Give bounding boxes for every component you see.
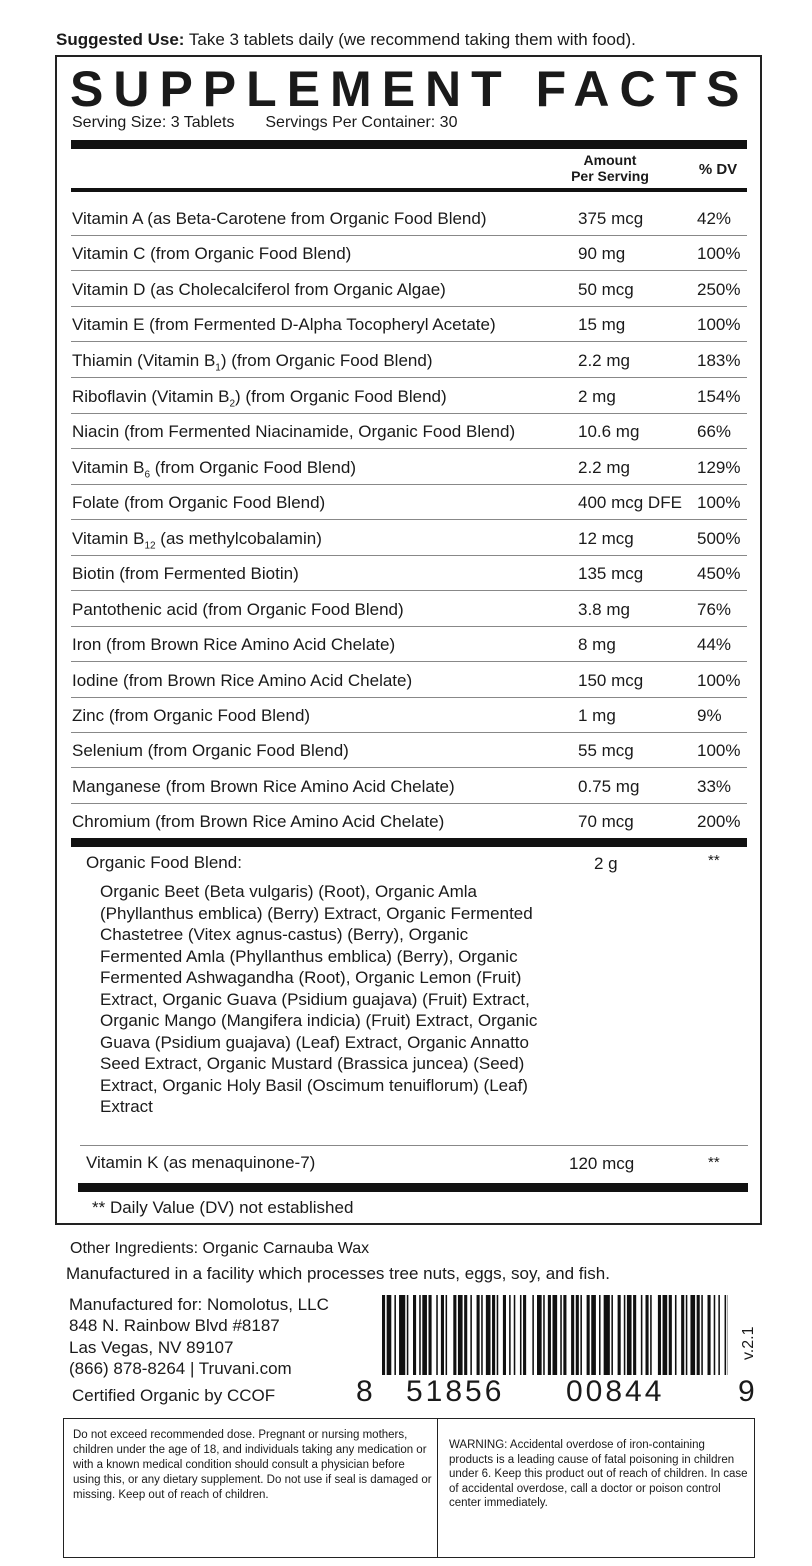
nutrient-amount: 0.75 mg xyxy=(578,777,640,796)
nutrient-dv: 100% xyxy=(697,671,741,690)
nutrient-name xyxy=(72,387,447,409)
barcode-bar xyxy=(599,1295,601,1375)
barcode-bar xyxy=(470,1295,472,1375)
nutrient-name: Vitamin A (as Beta-Carotene from Organic Food Blend) xyxy=(72,209,487,228)
barcode-bar xyxy=(571,1295,574,1375)
vitamin-k-name: Vitamin K (as menaquinone-7) xyxy=(86,1153,316,1172)
nutrient-name: Iron (from Brown Rice Amino Acid Chelate) xyxy=(72,635,396,654)
nutrient-row xyxy=(71,592,747,627)
barcode-bar xyxy=(492,1295,495,1375)
nutrient-name: Zinc (from Organic Food Blend) xyxy=(72,706,311,725)
barcode-bar xyxy=(560,1295,562,1375)
nutrient-dv: 100% xyxy=(697,741,741,760)
version-label: v.2.1 xyxy=(740,1326,757,1360)
dv-footnote: ** Daily Value (DV) not established xyxy=(92,1198,354,1217)
nutrient-dv: 9% xyxy=(697,706,722,725)
facility-note: Manufactured in a facility which processes tree nuts, eggs, soy, and fish. xyxy=(66,1264,610,1283)
nutrient-row xyxy=(71,769,747,804)
serving-info xyxy=(72,114,457,132)
nutrient-amount: 400 mcg DFE xyxy=(578,493,682,512)
barcode-bar xyxy=(646,1295,649,1375)
barcode-bar xyxy=(543,1295,545,1375)
certification: Certified Organic by CCOF xyxy=(72,1386,276,1405)
barcode-bar xyxy=(611,1295,613,1375)
nutrient-row xyxy=(71,201,747,236)
nutrient-name-subscript: 6 xyxy=(144,469,151,481)
nutrient-row xyxy=(71,733,747,768)
nutrient-row xyxy=(71,485,747,520)
nutrient-dv: 66% xyxy=(697,422,732,441)
barcode-bar xyxy=(658,1295,661,1375)
barcode-bar xyxy=(701,1295,703,1375)
nutrient-row xyxy=(71,307,747,342)
nutrient-dv: 450% xyxy=(697,564,741,583)
nutrient-amount: 375 mcg xyxy=(578,209,644,228)
nutrient-amount: 55 mcg xyxy=(578,741,634,760)
nutrient-name-main: Thiamin (Vitamin B xyxy=(72,351,216,370)
iron-warning: WARNING: Accidental overdose of iron-containing products is a leading cause of fatal poisoning in children under 6. Keep this product out of reach of children. In case of accidental overdose, call a doctor or poison control center immediately. xyxy=(449,1439,748,1509)
barcode-bar xyxy=(514,1295,516,1375)
suggested-use-text: Take 3 tablets daily (we recommend taking them with food). xyxy=(188,30,636,49)
nutrient-name: Selenium (from Organic Food Blend) xyxy=(72,741,349,760)
suggested-use xyxy=(56,30,636,50)
nutrient-row xyxy=(71,272,747,307)
barcode-bar xyxy=(714,1295,716,1375)
blend-label: Organic Food Blend: xyxy=(86,853,242,872)
nutrient-dv: 76% xyxy=(697,600,732,619)
other-ingredients: Other Ingredients: Organic Carnauba Wax xyxy=(70,1240,370,1257)
barcode-bar xyxy=(627,1295,632,1375)
barcode-bar xyxy=(725,1295,727,1375)
nutrient-row xyxy=(71,663,747,698)
nutrient-dv: 33% xyxy=(697,777,732,796)
manufacturer-city: Las Vegas, NV 89107 xyxy=(69,1338,234,1357)
barcode-digits-right: 00844 xyxy=(566,1375,665,1408)
barcode-bar xyxy=(407,1295,409,1375)
nutrient-amount: 2.2 mg xyxy=(578,351,630,370)
nutrient-dv: 100% xyxy=(697,244,741,263)
barcode-image xyxy=(382,1295,728,1375)
barcode-bar xyxy=(523,1295,526,1375)
barcode-bar xyxy=(413,1295,416,1375)
nutrient-amount: 15 mg xyxy=(578,315,626,334)
nutrient-name-main: Riboflavin (Vitamin B xyxy=(72,387,230,406)
nutrient-row xyxy=(71,379,747,414)
blend-ingredients: Organic Beet (Beta vulgaris) (Root), Organic Amla (Phyllanthus emblica) (Berry) Extract, Organic Fermented Chastetree (Vitex agnus-castus) (Berry), Organic Fermented Amla (Phyllanthus emblica) (Berry), Organic Fermented Ashwagandha (Root), Organic Lemon (Fruit) Extract, Organic Guava (Psidium guajava) (Fruit) Extract, Organic Mango (Mangifera indicia) (Fruit) Extract, Organic Guava (Psidium guajava) (Leaf) Extract, Organic Annatto Seed Extract, Organic Mustard (Brassica juncea) (Seed) Extract, Organic Holy Basil (Oscimum tenuiflorum) (Leaf) Extract xyxy=(100,882,538,1116)
barcode-bar xyxy=(481,1295,483,1375)
nutrient-row xyxy=(71,804,747,839)
nutrient-dv: 129% xyxy=(697,458,741,477)
serving-size: Serving Size: 3 Tablets xyxy=(72,114,235,131)
barcode-bar xyxy=(458,1295,463,1375)
nutrient-name-subscript: 1 xyxy=(215,362,221,374)
nutrient-name-rest: ) (from Organic Food Blend) xyxy=(220,351,433,370)
nutrient-name: Chromium (from Brown Rice Amino Acid Chelate) xyxy=(72,812,445,831)
barcode-bar xyxy=(663,1295,668,1375)
barcode-bar xyxy=(548,1295,551,1375)
nutrient-amount: 70 mcg xyxy=(578,812,634,831)
barcode-bar xyxy=(675,1295,677,1375)
barcode-digit-first: 8 xyxy=(356,1375,373,1408)
nutrient-dv: 154% xyxy=(697,387,741,406)
thick-divider-top xyxy=(71,140,747,149)
nutrient-amount: 10.6 mg xyxy=(578,422,640,441)
nutrient-amount: 3.8 mg xyxy=(578,600,630,619)
nutrient-row xyxy=(71,343,747,378)
barcode-bar xyxy=(537,1295,542,1375)
barcode-bar xyxy=(591,1295,596,1375)
barcode-bar xyxy=(387,1295,392,1375)
barcode-bar xyxy=(422,1295,427,1375)
header-amount: Amount Per Serving xyxy=(571,152,649,184)
nutrient-name: Folate (from Organic Food Blend) xyxy=(72,493,326,512)
blend-dv: ** xyxy=(708,852,720,869)
barcode-bar xyxy=(624,1295,626,1375)
barcode-bar xyxy=(580,1295,582,1375)
nutrient-amount: 2 mg xyxy=(578,387,616,406)
suggested-use-label: Suggested Use: xyxy=(56,30,185,49)
nutrient-row xyxy=(71,450,747,485)
nutrient-name xyxy=(72,458,356,480)
nutrient-name-rest: ) (from Organic Food Blend) xyxy=(235,387,447,406)
nutrient-name xyxy=(72,351,433,373)
barcode-bar xyxy=(477,1295,480,1375)
barcode-bar xyxy=(587,1295,590,1375)
manufacturer-address: 848 N. Rainbow Blvd #8187 xyxy=(69,1316,280,1335)
barcode-bar xyxy=(681,1295,684,1375)
nutrient-row xyxy=(71,698,747,733)
nutrient-name: Manganese (from Brown Rice Amino Acid Chelate) xyxy=(72,777,455,796)
barcode-bar xyxy=(503,1295,506,1375)
header-dv: % DV xyxy=(698,161,738,178)
nutrient-dv: 100% xyxy=(697,493,741,512)
barcode-digits-left: 51856 xyxy=(406,1375,505,1408)
nutrient-amount: 1 mg xyxy=(578,706,616,725)
nutrient-amount: 135 mcg xyxy=(578,564,644,583)
nutrient-name: Vitamin D (as Cholecalciferol from Organic Algae) xyxy=(72,280,446,299)
vitamin-k-divider xyxy=(80,1145,748,1146)
nutrient-amount: 8 mg xyxy=(578,635,616,654)
nutrient-amount: 2.2 mg xyxy=(578,458,630,477)
header-divider xyxy=(71,188,747,192)
nutrient-name xyxy=(72,529,322,551)
barcode-bar xyxy=(446,1295,448,1375)
barcode-bar xyxy=(708,1295,711,1375)
general-warning: Do not exceed recommended dose. Pregnant or nursing mothers, children under the age of 18, and individuals taking any medication or with a known medical condition should consult a physician before using this, or any dietary supplement. Do not use if seal is damaged or missing. Keep out of reach of children. xyxy=(73,1429,432,1501)
barcode-bar xyxy=(618,1295,621,1375)
barcode-bar xyxy=(553,1295,558,1375)
nutrient-row xyxy=(71,521,747,556)
barcode-bar xyxy=(563,1295,566,1375)
barcode-bar xyxy=(464,1295,467,1375)
nutrient-amount: 150 mcg xyxy=(578,671,644,690)
barcode-bar xyxy=(441,1295,444,1375)
blend-amount: 2 g xyxy=(594,854,618,873)
nutrient-amount: 12 mcg xyxy=(578,529,634,548)
nutrient-dv: 183% xyxy=(697,351,741,370)
warning-divider xyxy=(437,1418,438,1558)
barcode-bar xyxy=(718,1295,720,1375)
nutrient-row xyxy=(71,556,747,591)
vitamin-k-dv: ** xyxy=(708,1154,720,1171)
nutrient-name-main: Vitamin B xyxy=(72,458,145,477)
barcode-bar xyxy=(686,1295,688,1375)
barcode-bar xyxy=(604,1295,610,1375)
nutrient-row xyxy=(71,414,747,449)
barcode-bar xyxy=(641,1295,643,1375)
panel-title: SUPPLEMENT FACTS xyxy=(70,61,750,117)
nutrient-name-subscript: 12 xyxy=(144,540,156,552)
nutrient-name: Vitamin C (from Organic Food Blend) xyxy=(72,244,352,263)
nutrient-dv: 200% xyxy=(697,812,741,831)
nutrient-row xyxy=(71,236,747,271)
barcode-digit-last: 9 xyxy=(738,1375,755,1408)
barcode-bar xyxy=(669,1295,672,1375)
barcode-bar xyxy=(633,1295,636,1375)
nutrient-dv: 100% xyxy=(697,315,741,334)
barcode-bar xyxy=(690,1295,695,1375)
nutrient-dv: 44% xyxy=(697,635,732,654)
nutrient-name: Niacin (from Fermented Niacinamide, Organic Food Blend) xyxy=(72,422,516,441)
nutrient-amount: 50 mcg xyxy=(578,280,634,299)
nutrient-name-main: Vitamin B xyxy=(72,529,145,548)
barcode-bar xyxy=(509,1295,511,1375)
barcode-bar xyxy=(453,1295,456,1375)
vitamin-k-amount: 120 mcg xyxy=(569,1154,635,1173)
nutrient-amount: 90 mg xyxy=(578,244,626,263)
barcode-bar xyxy=(394,1295,396,1375)
barcode-bar xyxy=(382,1295,385,1375)
manufacturer-line: Manufactured for: Nomolotus, LLC xyxy=(69,1295,329,1314)
barcode-bar xyxy=(697,1295,700,1375)
nutrient-row xyxy=(71,627,747,662)
thick-divider-mid xyxy=(71,838,747,847)
nutrient-name: Vitamin E (from Fermented D-Alpha Tocopheryl Acetate) xyxy=(72,315,496,334)
barcode-bar xyxy=(576,1295,579,1375)
nutrient-name-rest: (as methylcobalamin) xyxy=(155,529,322,548)
barcode-bar xyxy=(497,1295,499,1375)
nutrient-dv: 42% xyxy=(697,209,732,228)
barcode-bar xyxy=(532,1295,534,1375)
nutrient-dv: 500% xyxy=(697,529,741,548)
barcode-bar xyxy=(419,1295,421,1375)
barcode-bar xyxy=(399,1295,405,1375)
servings-per-container: Servings Per Container: 30 xyxy=(265,114,458,131)
nutrient-name: Pantothenic acid (from Organic Food Blend) xyxy=(72,600,404,619)
barcode-bar xyxy=(436,1295,438,1375)
version-label-wrap xyxy=(740,1326,774,1378)
barcode-bar xyxy=(520,1295,522,1375)
barcode-bar xyxy=(429,1295,432,1375)
barcode-bar xyxy=(650,1295,652,1375)
nutrient-name: Biotin (from Fermented Biotin) xyxy=(72,564,299,583)
nutrient-name-rest: (from Organic Food Blend) xyxy=(150,458,356,477)
nutrient-name-subscript: 2 xyxy=(229,398,236,410)
manufacturer-contact: (866) 878-8264 | Truvani.com xyxy=(69,1359,292,1378)
thick-divider-bottom xyxy=(78,1183,748,1192)
nutrient-dv: 250% xyxy=(697,280,741,299)
nutrient-name: Iodine (from Brown Rice Amino Acid Chelate) xyxy=(72,671,413,690)
barcode-bar xyxy=(486,1295,491,1375)
